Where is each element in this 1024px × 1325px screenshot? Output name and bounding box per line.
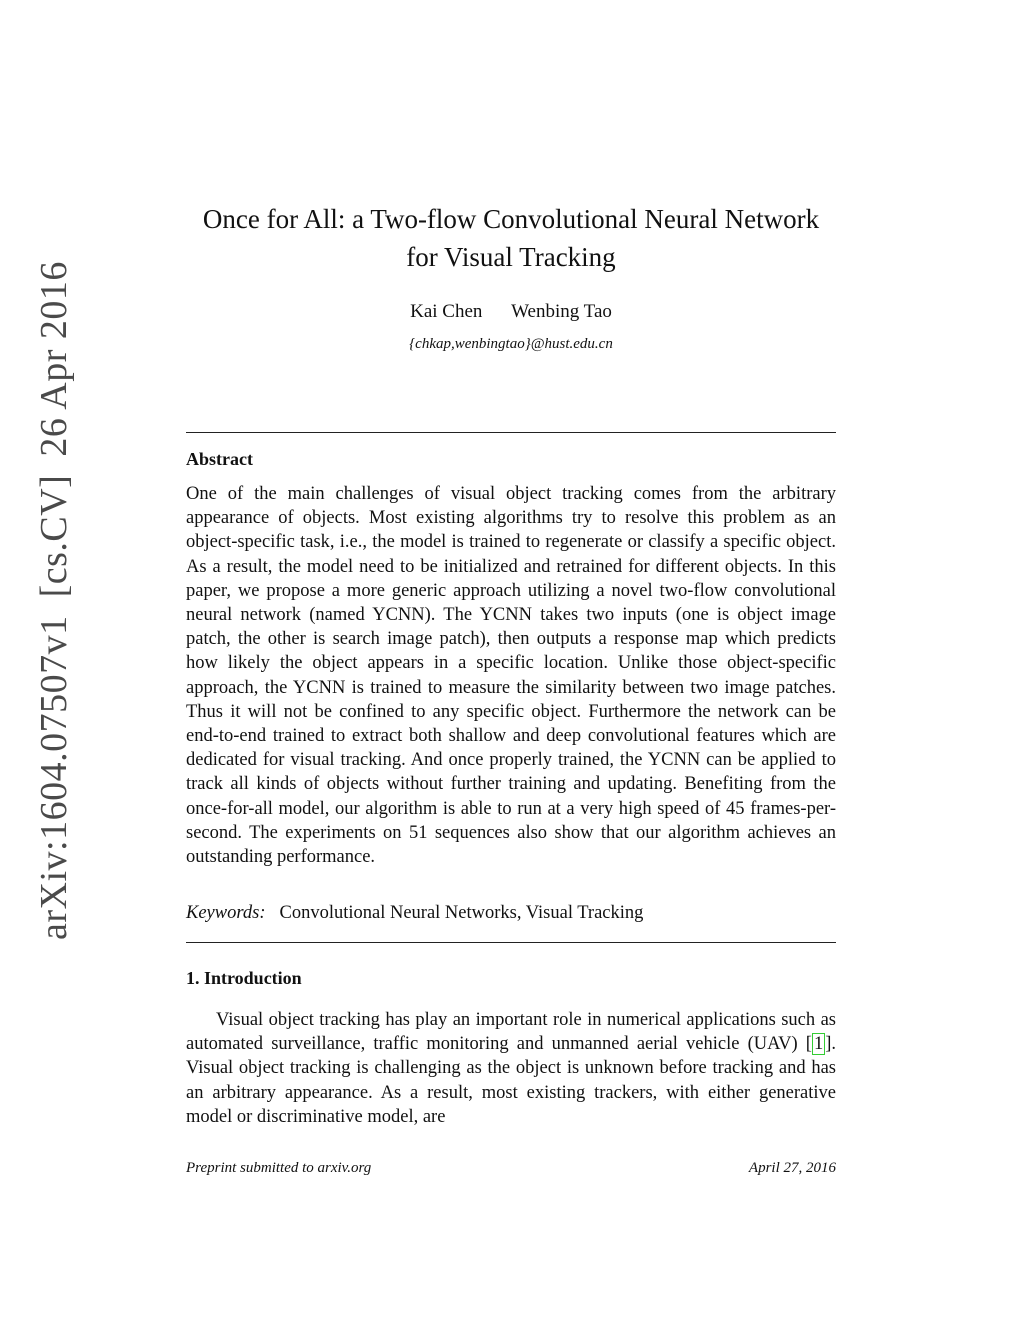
introduction-paragraph: [186, 1008, 836, 1129]
footer-preprint: Preprint submitted to arxiv.org: [186, 1160, 372, 1176]
author-name: Wenbing Tao: [511, 301, 612, 322]
author-list: [186, 301, 836, 323]
keywords: [186, 903, 836, 924]
paper-title: Once for All: a Two-flow Convolutional Neural Network for Visual Tracking: [202, 204, 820, 272]
arxiv-stamp: [32, 243, 76, 940]
author-name: Kai Chen: [410, 301, 483, 322]
arxiv-id[interactable]: arXiv:1604.07507v1: [33, 615, 75, 940]
keywords-label: Keywords:: [186, 903, 266, 923]
abstract-heading: Abstract: [186, 449, 253, 469]
arxiv-category: [cs.CV]: [33, 474, 75, 598]
abstract-bottom-rule: [186, 942, 836, 943]
abstract-top-rule: [186, 432, 836, 433]
citation-link[interactable]: 1: [813, 1034, 824, 1055]
author-email[interactable]: {chkap,wenbingtao}@hust.edu.cn: [409, 336, 613, 352]
arxiv-date: 26 Apr 2016: [33, 261, 75, 457]
section-heading-introduction: 1. Introduction: [186, 968, 302, 988]
intro-text-part: Visual object tracking has play an important role in numerical applications such as automated surveillance, traffic monitoring and unmanned aerial vehicle (UAV) [: [186, 1010, 836, 1055]
footer-date: April 27, 2016: [748, 1160, 836, 1176]
intro-text-part: ]. Visual object tracking is challenging as the object is unknown before tracking and has an arbitrary appearance. As a result, most existing trackers, with either generative model or discriminative model, are: [186, 1034, 836, 1127]
abstract-text: One of the main challenges of visual object tracking comes from the arbitrary appearance of objects. Most existing algorithms try to resolve this problem as an object-specific task, i.e., the model is trained to regenerate or classify a specific object. As a result, the model need to be initialized and retrained for different objects. In this paper, we propose a more generic approach utilizing a novel two-flow convolutional neural network (named YCNN). The YCNN takes two inputs (one is object image patch, the other is search image patch), then outputs a response map which predicts how likely the object appears in a specific location. Unlike those object-specific approach, the YCNN is trained to measure the similarity between two image patches. Thus it will not be confined to any specific object. Furthermore the network can be end-to-end trained to extract both shallow and deep convolutional features which are dedicated for visual tracking. And once properly trained, the YCNN can be applied to track all kinds of objects without further training and updating. Benefiting from the once-for-all model, our algorithm is able to run at a very high speed of 45 frames-per-second. The experiments on 51 sequences also show that our algorithm achieves an outstanding performance.: [186, 484, 836, 868]
keywords-value: Convolutional Neural Networks, Visual Tracking: [279, 903, 644, 923]
